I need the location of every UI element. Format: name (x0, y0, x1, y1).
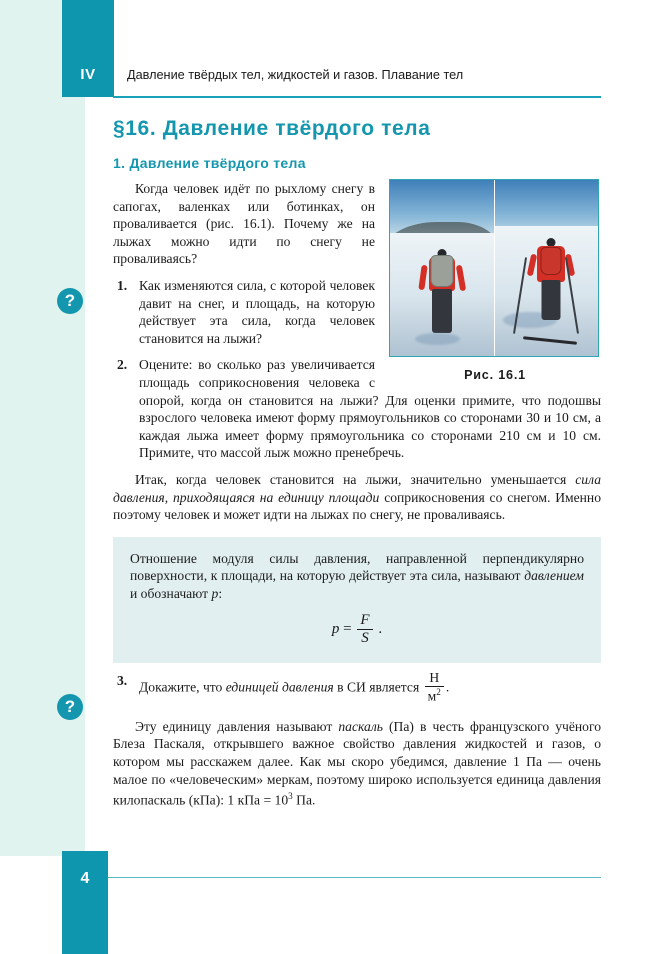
page-content (113, 105, 601, 809)
unit-exponent: 2 (436, 686, 441, 697)
closing-paragraph (113, 718, 601, 810)
question-list-group-one (113, 277, 601, 462)
formula-numerator: F (360, 612, 370, 629)
summary-text-part-1: Итак, когда человек становится на лыжи, значительно уменьшается (135, 471, 576, 487)
page-number: 4 (62, 851, 108, 954)
subsection-heading (113, 155, 601, 171)
question-list-group-two (113, 669, 601, 705)
section-heading (113, 117, 601, 141)
footer-divider (62, 877, 601, 878)
formula-period: . (378, 621, 383, 638)
section-title-text: Давление твёрдого тела (162, 117, 431, 140)
kilopascal-exponent: 3 (288, 791, 293, 802)
definition-term: давлением (524, 568, 584, 584)
formula-lhs: p (331, 621, 340, 638)
unit-numerator: Н (429, 669, 440, 685)
question-mark-icon: ? (57, 288, 83, 314)
definition-box (113, 537, 601, 663)
list-item-marker: 2. (117, 357, 128, 373)
summary-text-part-2: , (164, 489, 173, 505)
summary-paragraph (113, 471, 601, 524)
question-three-text-part-1: Докажите, что (139, 679, 226, 695)
definition-text (130, 550, 584, 603)
summary-emphasis-1: сила давления (113, 471, 601, 505)
question-three-emphasis: единицей давления (225, 679, 334, 695)
list-item (113, 277, 601, 347)
list-item-text: Оцените: во сколько раз увеличивается площадь соприкосновения человека с опорой, когда он становится на лыжи? Для оценки примите, что подошвы взрослого человека имеют форму прямоугольников со сторонами 30 и 10 см, а каждая лыжа имеет форму прямоугольника со сторонами 210 см и 10 см. Примите, что массой лыж можно пренебречь. (139, 357, 601, 461)
unit-fraction (425, 671, 444, 704)
question-three-period: . (445, 679, 450, 695)
definition-text-part-1: Отношение модуля силы давления, направленной перпендикулярно поверхности, к площади, на которую действует эта сила, называют (130, 550, 584, 584)
running-header-title: Давление твёрдых тел, жидкостей и газов. Плавание тел (127, 68, 464, 82)
formula-denominator: S (357, 629, 372, 646)
intro-paragraph: Когда человек идёт по рыхлому снегу в сапогах, валенках или ботинках, он проваливается (рис. 16.1). Почему же на лыжах можно идти по снегу не проваливаясь? (113, 181, 375, 267)
header-divider (113, 96, 601, 98)
list-item-text: Как изменяются сила, с которой человек давит на снег, и площадь, на которую действует эта сила, когда человек становится на лыжи? (139, 277, 375, 346)
pressure-formula (130, 613, 584, 646)
closing-text-part-3: Па. (292, 792, 316, 808)
definition-text-part-2: и обозначают (130, 585, 212, 601)
summary-emphasis-2: приходящаяся на единицу площади (172, 489, 380, 505)
question-three-text-part-2: в СИ является (333, 679, 420, 695)
section-number: §16. (113, 117, 157, 140)
formula-equals: = (343, 621, 352, 638)
definition-text-part-3: : (218, 585, 223, 601)
list-item-marker: 3. (117, 672, 128, 688)
unit-denominator: м (427, 688, 437, 704)
formula-fraction (357, 612, 372, 645)
summary-text-part-3: соприкосновения со снегом. Именно поэтому человек и может идти на лыжах по снегу, не проваливаясь. (113, 489, 601, 523)
list-item (113, 669, 601, 705)
closing-text-part-1: Эту единицу давления называют (135, 718, 339, 734)
list-item (113, 356, 601, 462)
subsection-number: 1. (113, 155, 126, 171)
chapter-badge: IV (62, 0, 114, 97)
left-margin-band (0, 0, 85, 856)
definition-symbol-p: p (211, 585, 219, 601)
list-item-marker: 1. (117, 277, 128, 293)
subsection-title-text: Давление твёрдого тела (129, 155, 306, 171)
closing-emphasis: паскаль (338, 718, 383, 734)
figure-caption: Рис. 16.1 (464, 368, 526, 382)
closing-text-part-2: (Па) в честь французского учёного Блеза Паскаля, открывшего важное свойство давления жидкостей и газов, о котором мы расскажем далее. Как мы скоро убедимся, давление 1 Па — очень малое по «человеческим» меркам, поэтому широко используется единица давления килопаскаль (кПа): 1 кПа = 10 (113, 718, 601, 808)
unit-denominator-wrap (425, 686, 444, 704)
question-mark-icon: ? (57, 694, 83, 720)
